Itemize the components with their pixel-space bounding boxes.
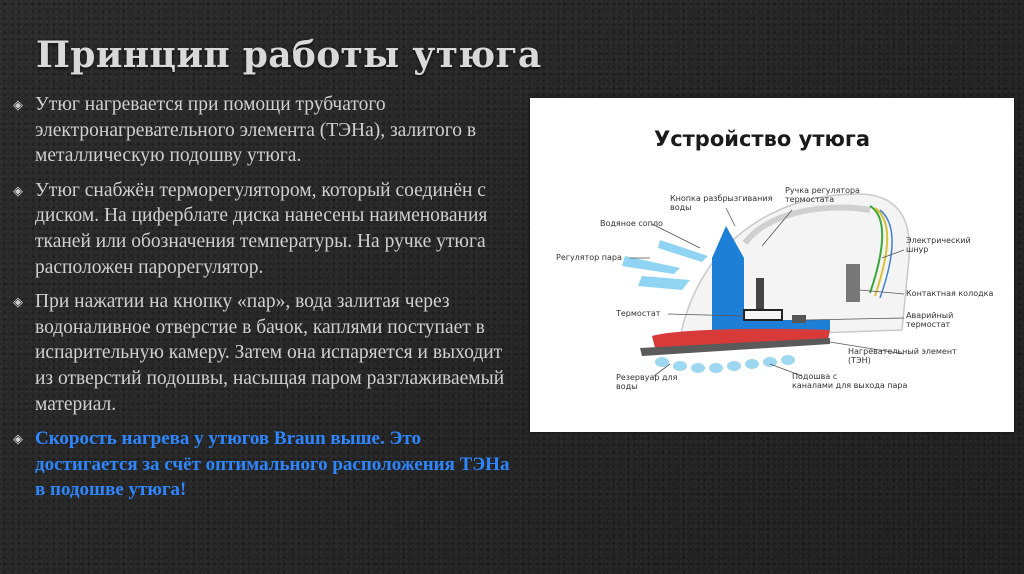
diamond-bullet-icon: ◈: [13, 182, 23, 198]
label-power-cord: Электрический шнур: [906, 236, 971, 254]
bullet-text: Скорость нагрева у утюгов Braun выше. Это достигается за счёт оптимального расположения ТЭНа в подошве утюга!: [35, 428, 510, 501]
emergency-thermostat-part: [792, 315, 806, 323]
diamond-bullet-icon: ◈: [13, 431, 23, 447]
diagram-title: Устройство утюга: [654, 127, 871, 151]
steam-jets: [622, 240, 708, 290]
slide-title: Принцип работы утюга: [36, 34, 542, 76]
bullet-item-heating: [10, 92, 510, 169]
steam-jet: [658, 240, 708, 262]
contact-block: [846, 264, 860, 302]
label-spray-button: Кнопка разбрызгивания воды: [670, 194, 773, 212]
label-emergency-thermostat: Аварийный термостат: [906, 311, 954, 329]
bullet-text: При нажатии на кнопку «пар», вода залитая через водоналивное отверстие в бачок, каплями поступает в испарительную камеру. Затем она испаряется и выходит из отверстий подошвы, насыщая паром разглаживаемый материал.: [35, 291, 505, 415]
label-heating-element: Нагревательный элемент (ТЭН): [848, 347, 957, 365]
label-water-reservoir: Резервуар для воды: [616, 373, 678, 391]
bullet-list: [10, 92, 510, 512]
iron-diagram-svg: [530, 98, 1014, 432]
steam-jet: [638, 276, 690, 290]
bullet-text: Утюг снабжён терморегулятором, который соединён с диском. На циферблате диска нанесены наименования тканей или обозначения температуры. На ручке утюга расположен парорегулятор.: [35, 179, 488, 278]
diamond-bullet-icon: ◈: [13, 97, 23, 112]
label-soleplate: Подошва с каналами для выхода пара: [792, 372, 908, 390]
bullet-item-thermoregulator: [10, 178, 510, 280]
bullet-item-steam: [10, 289, 510, 417]
diamond-bullet-icon: ◈: [13, 294, 23, 310]
iron-diagram: [530, 98, 1014, 432]
label-water-nozzle: Водяное сопло: [600, 219, 663, 228]
steam-drops: [655, 355, 795, 373]
bullet-text: Утюг нагревается при помощи трубчатого электронагревательного элемента (ТЭНа), залитого в металлическую подошву утюга.: [35, 94, 477, 167]
label-contact-block: Контактная колодка: [906, 289, 994, 298]
thermostat-part: [756, 278, 764, 310]
label-thermostat: Термостат: [616, 309, 661, 318]
label-handle-regulator: Ручка регулятора термостата: [785, 186, 860, 204]
bullet-item-braun-highlight: [10, 426, 510, 503]
label-steam-regulator: Регулятор пара: [556, 253, 622, 262]
steam-jet: [622, 256, 680, 274]
